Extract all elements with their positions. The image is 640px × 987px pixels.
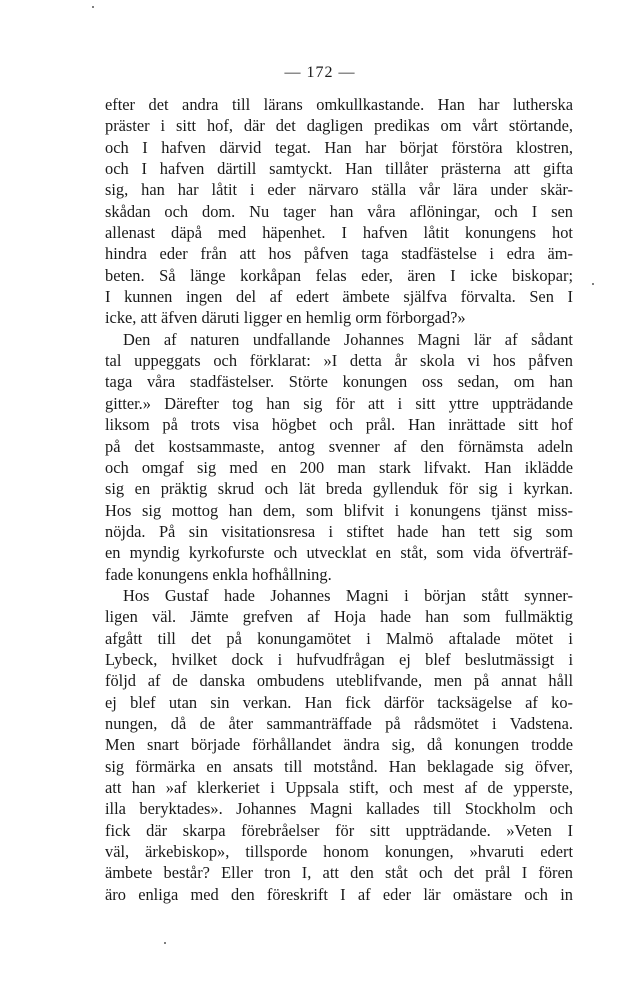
text-line: sig förmärka en ansats till motstånd. Han beklagade sig öfver,: [105, 756, 573, 776]
text-line: tal uppeggats och förklarat: »I detta år skola vi hos påfven: [105, 351, 573, 371]
text-line: fick där skarpa förebråelser för sitt uppträdande. »Veten I: [105, 820, 573, 840]
print-speck: [164, 942, 166, 944]
text-line: fade konungens enkla hofhållning.: [105, 564, 332, 584]
text-line: på det kostsammaste, antog svenner af den förnämsta adeln: [105, 436, 573, 456]
text-line: gitter.» Därefter tog han sig för att i sitt yttre uppträdande: [105, 393, 573, 413]
text-line: nöjda. På sin visitationsresa i stiftet hade han tett sig som: [105, 521, 573, 541]
text-line: skådan och dom. Nu tager han våra aflöningar, och I sen: [105, 201, 573, 221]
text-line: väl, ärkebiskop», tillsporde honom konungen, »hvaruti edert: [105, 842, 573, 862]
text-line: beten. Så länge korkåpan felas eder, ären I icke biskopar;: [105, 265, 573, 285]
text-line: liksom på trots visa högbet och prål. Han inrättade sitt hof: [105, 415, 573, 435]
text-line: nungen, då de åter sammanträffade på rådsmötet i Vadstena.: [105, 713, 573, 733]
paragraph-start-line: Hos Gustaf hade Johannes Magni i början stått synner-: [123, 585, 573, 605]
paragraph-start-line: Den af naturen undfallande Johannes Magni lär af sådant: [123, 329, 573, 349]
text-line: Men snart började förhållandet ändra sig, då konungen trodde: [105, 735, 573, 755]
text-line: att han »af klerkeriet i Uppsala stift, och mest af de ypperste,: [105, 778, 573, 797]
text-line: afgått till det på konungamötet i Malmö aftalade mötet i: [105, 628, 573, 648]
text-line: en myndig kyrkofurste och utvecklat en ståt, som vida öfverträf-: [105, 543, 573, 563]
text-line: taga våra stadfästelser. Störte konungen oss sedan, om han: [105, 372, 573, 392]
text-line: icke, att äfven däruti ligger en hemlig orm förborgad?»: [105, 308, 466, 328]
text-line: Hos sig mottog han dem, som blifvit i konungens tjänst miss-: [105, 500, 573, 520]
text-line: följd af de danska ombudens uteblifvande, men på annat håll: [105, 671, 573, 691]
text-line: illa beryktades». Johannes Magni kallades till Stockholm och: [105, 799, 573, 819]
page-number: — 172 —: [284, 64, 356, 81]
text-line: hindra eder från att hos påfven taga stadfästelse i edra äm-: [105, 244, 573, 264]
text-line: sig en präktig skrud och lät breda gyllenduk för sig i kyrkan.: [105, 479, 573, 499]
text-line: ej blef utan sin verkan. Han fick därför tacksägelse af ko-: [105, 692, 573, 712]
text-line: sig, han har låtit i eder närvaro ställa vår lära under skär-: [105, 180, 573, 200]
text-line: Lybeck, hvilket dock i hufvudfrågan ej blef beslutmässigt i: [105, 649, 573, 669]
text-line: ämbete består? Eller tron I, att den ståt och det prål I fören: [105, 863, 573, 883]
text-line: äro enliga med den föreskrift I af eder lär omästare och in: [105, 884, 573, 904]
text-line: och I hafven därvid tegat. Han har börjat förstöra klostren,: [105, 137, 573, 157]
text-line: och I hafven därtill samtyckt. Han tillåter prästerna att gifta: [105, 159, 573, 179]
text-line: allenast däpå med häpenhet. I hafven låtit konungens hot: [105, 223, 573, 243]
text-line: I kunnen ingen del af edert ämbete själfva förvalta. Sen I: [105, 287, 573, 307]
text-line: och omgaf sig med en 200 man stark lifvakt. Han iklädde: [105, 457, 573, 477]
print-speck: [92, 6, 94, 8]
text-line: präster i sitt hof, där det dagligen predikas om vårt störtande,: [105, 116, 573, 136]
print-speck: [592, 283, 594, 285]
text-line: efter det andra till lärans omkullkastande. Han har lutherska: [105, 95, 573, 114]
text-line: ligen väl. Jämte grefven af Hoja hade han som fullmäktig: [105, 607, 573, 627]
body-text: [105, 94, 573, 905]
